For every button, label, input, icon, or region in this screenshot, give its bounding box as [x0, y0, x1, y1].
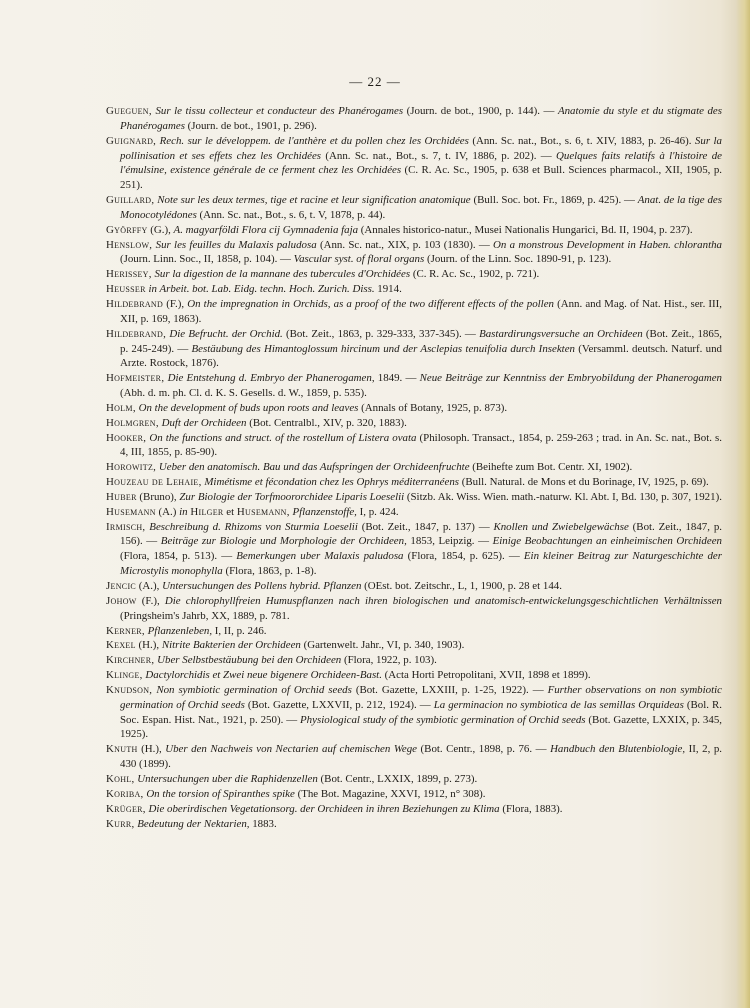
entry-citation: (Journ. de bot., 1900, p. 144). —: [403, 105, 558, 117]
entry-citation: (Bull. Natural. de Mons et du Borinage, IV, 1925, p. 69).: [459, 476, 709, 489]
entry-citation: (A.),: [136, 580, 163, 592]
entry-title: Nitrite Bakterien der Orchideen: [161, 639, 301, 652]
entry-author: Kurr,: [106, 817, 135, 830]
entry-citation: (Ann. and Mag. of Nat. Hist., ser. III, XII, p. 169, 1863).: [120, 297, 723, 325]
bibliography-entry: [106, 282, 722, 297]
entry-citation: (Bot. Zeit., 1863, p. 329-333, 337-345). —: [282, 327, 480, 340]
entry-citation: (Bot. Gazette, LXXIX, p. 345, 1925).: [120, 713, 722, 741]
entry-citation: (Flora, 1854, p. 513). —: [120, 550, 237, 563]
entry-author: Heusser: [106, 283, 146, 296]
entry-author: Kirchner,: [106, 654, 155, 667]
bibliography-entry: [106, 475, 722, 490]
entry-author: Henslow,: [106, 238, 153, 251]
entry-title: Uber Selbstbestäubung bei den Orchideen: [157, 654, 342, 667]
entry-title: Pflanzenleben,: [147, 624, 213, 637]
entry-author: Irmisch,: [106, 520, 146, 533]
bibliography-entry: [106, 134, 722, 193]
entry-citation: (Pringsheim's Jahrb, XX, 1889, p. 781.: [120, 609, 290, 622]
bibliography-entry: [106, 594, 722, 624]
entry-citation: (OEst. bot. Zeitschr., L, 1, 1900, p. 28 et 144.: [361, 580, 562, 592]
entry-author: Hildebrand: [106, 297, 164, 310]
bibliography-entry: [106, 772, 722, 787]
entry-author: Krüger,: [106, 802, 146, 815]
entry-title: Anatomie du style et du stigmate des Phanérogames: [120, 105, 722, 132]
entry-author: Györffy: [106, 223, 148, 236]
entry-title: Duft der Orchideen: [161, 416, 247, 429]
entry-author: Horowitz,: [106, 461, 157, 474]
bibliography-entry: [106, 223, 722, 238]
entry-title: Knollen und Zwiebelgewächse: [493, 520, 629, 533]
entry-citation: (Bull. Soc. bot. Fr., 1869, p. 425). —: [470, 194, 638, 207]
entry-title: On the torsion of Spiranthes spike: [146, 787, 295, 800]
page-edge-shadow: [736, 0, 750, 1008]
entry-citation: et: [223, 505, 237, 518]
entry-title: Further observations on non symbiotic germination of Orchid seeds: [120, 683, 722, 711]
entry-author: Koriba,: [106, 787, 144, 800]
entry-title: Die Entstehung d. Embryo der Phanerogamen: [167, 372, 372, 385]
entry-citation: (Bot. Centr., 1898, p. 76. —: [417, 743, 551, 756]
entry-citation: (Bot. Centr., LXXIX, 1899, p. 273).: [317, 772, 478, 785]
entry-citation: I, II, p. 246.: [212, 624, 267, 637]
entry-title: Uber den Nachweis von Nectarien auf chemischen Wege: [165, 743, 418, 756]
entry-citation: (Acta Horti Petropolitani, XVII, 1898 et 1899).: [381, 669, 591, 682]
entry-author: Kohl,: [106, 772, 135, 785]
entry-citation: (The Bot. Magazine, XXVI, 1912, n° 308).: [294, 787, 486, 800]
entry-citation: II, 2, p. 430 (1899).: [120, 743, 722, 771]
entry-title: Einige Beobachtungen an einheimischen Orchideen: [492, 535, 722, 548]
bibliography-entry: [106, 668, 722, 683]
entry-citation: (Flora, 1883).: [499, 802, 563, 815]
entry-title: Non symbiotic germination of Orchid seeds: [156, 683, 352, 696]
entry-citation: (Sitzb. Ak. Wiss. Wien. math.-naturw. Kl. Abt. I, Bd. 130, p. 307, 1921).: [404, 490, 722, 503]
entry-author: Houzeau de Lehaie,: [106, 476, 202, 489]
entry-author: Knudson,: [106, 683, 153, 696]
entry-citation: (A.): [155, 505, 180, 518]
entry-title: Bedeutung der Nektarien,: [137, 817, 250, 830]
entry-title: Untersuchungen uber die Raphidenzellen: [137, 772, 318, 785]
entry-title: Beiträge zur Biologie und Morphologie der Orchideen,: [160, 535, 407, 548]
bibliography-entry: [106, 490, 722, 505]
entry-title: Vascular syst. of floral organs: [293, 253, 425, 266]
entry-citation: (Flora, 1854, p. 625). —: [403, 550, 524, 563]
entry-citation: (Ann. Sc. nat., Bot., s. 6, t. XIV, 1883, p. 26-46).: [468, 134, 695, 147]
entry-author: Hofmeister,: [106, 372, 165, 385]
bibliography-entry: [106, 624, 722, 639]
entry-citation: (Bot. Gazette, LXXVII, p. 212, 1924). —: [244, 698, 434, 711]
entry-author: Kerner,: [106, 624, 145, 637]
entry-title: Bemerkungen uber Malaxis paludosa: [236, 550, 404, 563]
entry-title: Ein kleiner Beitrag zur Naturgeschichte der Microstylis monophylla: [120, 550, 723, 578]
entry-citation: (Abh. d. m. ph. Cl. d. K. S. Gesells. d. W., 1859, p. 535).: [120, 387, 367, 400]
entry-title: Mimétisme et fécondation chez les Ophrys méditerranéens: [204, 476, 460, 489]
entry-title: Quelques faits relatifs à l'histoire de l'émulsine, existence générale de ce ferment chez les Orchidées: [120, 149, 722, 177]
entry-title: Neue Beiträge zur Kenntniss der Embryobildung der Phanerogamen: [419, 372, 722, 385]
bibliography-entry: [106, 683, 722, 742]
bibliography-list: [106, 104, 722, 831]
entry-title: On the impregnation in Orchids, as a proof of the two different effects of the pollen: [187, 297, 554, 310]
entry-citation: (Ann. Sc. nat., Bot., s. 7, t. IV, 1886, p. 202). —: [321, 149, 557, 162]
entry-author: Klinge,: [106, 669, 143, 682]
entry-title: Note sur les deux termes, tige et racine et leur signification anatomique: [157, 194, 471, 207]
bibliography-entry: [106, 267, 722, 282]
entry-citation: (Gartenwelt. Jahr., VI, p. 340, 1903).: [300, 639, 465, 652]
entry-citation: (Ann. Sc. nat., Bot., s. 6, t. V, 1878, p. 44).: [196, 208, 386, 221]
entry-title: Anat. de la tige des Monocotylédones: [120, 194, 722, 221]
bibliography-entry: [106, 238, 722, 268]
bibliography-entry: [106, 505, 722, 520]
entry-author: Holmgren,: [106, 416, 159, 429]
bibliography-entry: [106, 193, 722, 223]
entry-citation: 1914.: [374, 283, 402, 296]
entry-author: Guillard,: [106, 194, 155, 207]
entry-author: Husemann: [106, 505, 156, 518]
entry-title: in Arbeit. bot. Lab. Eidg. techn. Hoch. Zurich. Diss.: [148, 283, 375, 296]
entry-title: in: [179, 505, 188, 518]
entry-citation: (H.),: [137, 743, 166, 756]
entry-title: Die oberirdischen Vegetationsorg. der Orchideen in ihren Beziehungen zu Klima: [148, 802, 500, 815]
entry-title: On a monstrous Development in Haben. chlorantha: [493, 238, 722, 251]
bibliography-entry: [106, 742, 722, 772]
entry-citation: (Versamml. deutsch. Naturf. und Arzte. Rostock, 1876).: [120, 342, 722, 370]
entry-citation: 1883.: [249, 817, 277, 830]
entry-citation: (Journ. of the Linn. Soc. 1890-91, p. 123).: [424, 253, 612, 266]
entry-citation: (Bot. Zeit., 1847, p. 156). —: [120, 520, 722, 548]
entry-title: Die chlorophyllfreien Humuspflanzen nach ihren biologischen und anatomisch-entwickelungsgeschichtlichen Verhältnissen: [164, 594, 722, 607]
entry-citation: (Bot. Gazette, LXXIII, p. 1-25, 1922). —: [351, 683, 548, 696]
bibliography-entry: [106, 297, 722, 327]
entry-citation: (Bol. R. Soc. Espan. Hist. Nat., 1921, p. 250). —: [120, 698, 723, 726]
entry-citation: I, p. 424.: [356, 505, 399, 518]
entry-citation: (Journ. de bot., 1901, p. 296).: [184, 119, 317, 132]
entry-citation: (Annals of Botany, 1925, p. 873).: [358, 401, 508, 414]
entry-title: Die Befrucht. der Orchid.: [169, 327, 283, 340]
entry-citation: (Beihefte zum Bot. Centr. XI, 1902).: [469, 461, 633, 474]
entry-author: Hildebrand,: [106, 327, 167, 340]
entry-citation: (C. R. Ac. Sc., 1905, p. 638 et Bull. Sciences pharmacol., XII, 1905, p. 251).: [120, 164, 722, 192]
entry-citation: (Bot. Zeit., 1847, p. 137) —: [357, 520, 494, 533]
entry-title: Rech. sur le développem. de l'anthère et du pollen chez les Orchidées: [159, 134, 469, 147]
entry-citation: (G.),: [147, 223, 174, 236]
entry-coauthor: Husemann,: [236, 505, 290, 518]
bibliography-entry: [106, 638, 722, 653]
entry-author: Jencic: [106, 580, 137, 592]
bibliography-entry: [106, 431, 722, 461]
entry-citation: (Flora, 1922, p. 103).: [341, 654, 437, 667]
entry-title: Sur le tissu collecteur et conducteur des Phanérogames: [155, 105, 404, 117]
bibliography-entry: [106, 371, 722, 401]
entry-title: Bestäubung des Himantoglossum hircinum und der Asclepias tenuifolia durch Insekten: [191, 342, 575, 355]
entry-author: Guignard,: [106, 134, 157, 147]
entry-citation: (Bruno),: [136, 490, 180, 503]
entry-citation: (Journ. Linn. Soc., II, 1858, p. 104). —: [120, 253, 294, 266]
entry-title: Ueber den anatomisch. Bau und das Aufspringen der Orchideenfruchte: [158, 461, 470, 474]
entry-citation: , 1849. —: [371, 372, 420, 385]
entry-title: La germinacion no symbiotica de las semillas Orquideas: [433, 698, 684, 711]
entry-citation: (Bot. Zeit., 1865, p. 245-249). —: [120, 327, 722, 355]
entry-title: A. magyarföldi Flora cij Gymnadenia faja: [173, 223, 359, 236]
bibliography-entry: [106, 787, 722, 802]
entry-title: Sur la pollinisation et ses effets chez les Orchidées: [120, 134, 722, 162]
bibliography-entry: [106, 817, 722, 832]
entry-citation: (C. R. Ac. Sc., 1902, p. 721).: [410, 268, 540, 281]
entry-title: Dactylorchidis et Zwei neue bigenere Orchideen-Bast.: [145, 669, 382, 682]
bibliography-entry: [106, 520, 722, 579]
entry-citation: (F.),: [136, 594, 165, 607]
bibliography-entry: [106, 802, 722, 817]
entry-title: Sur la digestion de la mannane des tubercules d'Orchidées: [154, 268, 411, 281]
entry-citation: (H.),: [135, 639, 162, 652]
bibliography-entry: [106, 327, 722, 372]
entry-title: Handbuch den Blutenbiologie,: [550, 743, 686, 756]
entry-title: Beschreibung d. Rhizoms von Sturmia Loeselii: [149, 520, 358, 533]
entry-author: Gueguen,: [106, 105, 152, 117]
entry-title: On the functions and struct. of the rostellum of Listera ovata: [149, 431, 417, 444]
entry-citation: (Ann. Sc. nat., XIX, p. 103 (1830). —: [316, 238, 494, 251]
page-number: — 22 —: [349, 74, 401, 89]
bibliography-entry: [106, 653, 722, 668]
entry-title: Physiological study of the symbiotic germination of Orchid seeds: [300, 713, 586, 726]
entry-citation: (F.),: [163, 297, 188, 310]
entry-title: Pflanzenstoffe,: [292, 505, 357, 518]
entry-citation: (Philosoph. Transact., 1854, p. 259-263 ; trad. in An. Sc. nat., Bot. s. 4, III, 1855, p. 85-90).: [120, 431, 722, 459]
entry-author: Kexel: [106, 639, 136, 652]
bibliography-entry: [106, 104, 722, 134]
entry-citation: 1853, Leipzig. —: [406, 535, 493, 548]
entry-title: Bastardirungsversuche an Orchideen: [479, 327, 643, 340]
entry-author: Johow: [106, 594, 137, 607]
entry-author: Knuth: [106, 743, 138, 756]
bibliography-entry: [106, 460, 722, 475]
entry-title: On the development of buds upon roots and leaves: [138, 401, 359, 414]
entry-author: Herissey,: [106, 268, 152, 281]
entry-title: Untersuchungen des Pollens hybrid. Pflanzen: [162, 580, 362, 592]
bibliography-entry: [106, 416, 722, 431]
entry-title: Zur Biologie der Torfmoororchidee Liparis Loeselii: [179, 490, 405, 503]
entry-citation: (Flora, 1863, p. 1-8).: [222, 565, 317, 578]
entry-coauthor: Hilger: [190, 505, 224, 518]
bibliography-entry: [106, 401, 722, 416]
bibliography-entry: [106, 579, 722, 594]
entry-author: Holm,: [106, 401, 136, 414]
entry-title: Sur les feuilles du Malaxis paludosa: [155, 238, 317, 251]
entry-citation: (Annales historico-natur., Musei Nationalis Hungarici, Bd. II, 1904, p. 237).: [358, 223, 693, 236]
entry-author: Hooker,: [106, 431, 147, 444]
entry-author: Huber: [106, 490, 137, 503]
entry-citation: (Bot. Centralbl., XIV, p. 320, 1883).: [246, 416, 407, 429]
